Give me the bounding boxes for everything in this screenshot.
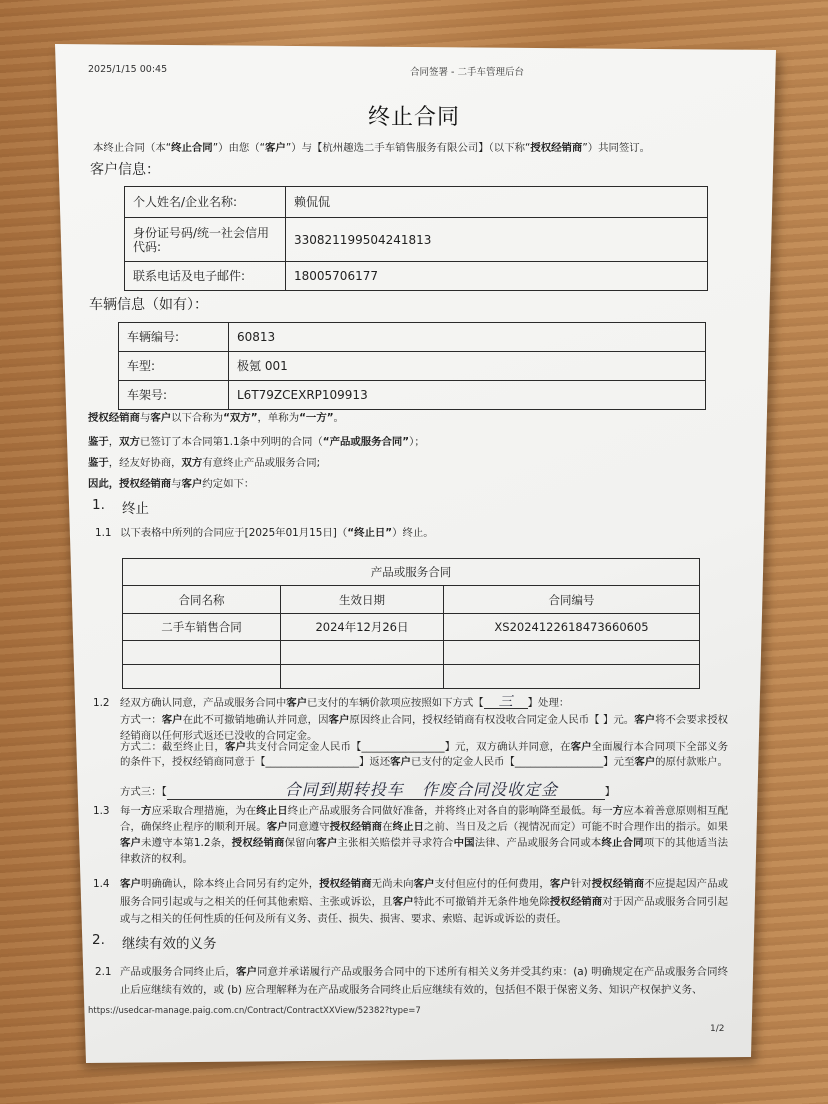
clause-2-1-text — [120, 963, 728, 999]
text-run: 本终止合同（本“ — [93, 142, 172, 154]
text-run: 将不会要求授权经销商以任何形式返还已没收的合同定金。 — [120, 714, 729, 742]
text-run: ，单称为 — [257, 412, 300, 424]
cell-contract-name: 二手车销售合同 — [123, 614, 281, 641]
bold-term: 双方 — [181, 457, 203, 469]
text-run: 的原付款账户。 — [655, 755, 728, 768]
print-datetime: 2025/1/15 00:45 — [88, 64, 168, 75]
text-run: ，经友好协商， — [108, 457, 182, 469]
bold-term: 方 — [140, 805, 152, 817]
field-value: 330821199504241813 — [286, 218, 708, 262]
text-run: 无尚未向 — [371, 878, 414, 890]
text-run: 以下合称为 — [171, 412, 224, 424]
whereas-1-paragraph — [88, 434, 425, 450]
field-label: 车型: — [119, 352, 229, 381]
table-row — [123, 614, 700, 641]
text-run: 共支付合同定金人民币【________________】元，双方确认并同意，在 — [245, 741, 571, 753]
contracts-table — [122, 558, 700, 689]
cell-contract-number — [444, 665, 700, 689]
bold-term: 客户 — [181, 478, 203, 490]
bold-term: 客户 — [120, 878, 141, 890]
text-run: 对于因产品或服务合同引起或与之相关的任何性质的任何及所有义务、责任、损失、损害、要求、索赔、起诉或诉讼的责任。 — [120, 895, 728, 925]
bold-term: 客户 — [634, 714, 656, 726]
bold-term: 授权经销商 — [88, 412, 140, 424]
text-run: 主张相关赔偿并寻求符合 — [337, 837, 454, 849]
table-row — [119, 323, 706, 352]
cell-contract-number — [444, 641, 700, 665]
text-run: 未遵守本第1.2条， — [141, 837, 232, 849]
text-run: 支付但应付的任何费用， — [434, 878, 550, 890]
handwritten-entry: 合同到期转投车 作废合同没收定金 — [167, 781, 605, 800]
bold-term: 中国 — [453, 837, 475, 849]
text-run: ， — [108, 436, 120, 448]
bold-term: 鉴于 — [88, 457, 109, 469]
intro-paragraph — [93, 140, 650, 156]
method-3-text — [120, 781, 615, 801]
bold-term: 客户 — [150, 412, 172, 424]
text-run: ”）由您（“ — [212, 142, 266, 154]
clause-2-1-number: 2.1 — [95, 966, 112, 978]
text-run: 在 — [382, 821, 393, 833]
bold-term: 因此，授权经销商 — [88, 478, 172, 490]
column-header-contract-name: 合同名称 — [123, 586, 281, 614]
text-run: 明确确认，除本终止合同另有约定外， — [140, 878, 320, 890]
text-run: 与 — [171, 478, 182, 490]
section-1-title: 终止 — [122, 501, 149, 517]
whereas-2-paragraph — [88, 455, 320, 471]
bold-term: 授权经销商 — [549, 895, 603, 908]
cell-contract-number: XS2024122618473660605 — [444, 614, 700, 641]
bold-term: 客户 — [161, 714, 183, 726]
text-run: 原因终止合同，授权经销商有权没收合同定金人民币【 】元。 — [349, 714, 635, 726]
field-value: 极氪 001 — [229, 352, 706, 381]
cell-contract-name — [123, 641, 281, 665]
text-run: 特此不可撤销并无条件地免除 — [413, 895, 550, 908]
text-run: ）终止。 — [392, 527, 434, 539]
field-value: L6T79ZCEXRP109913 — [229, 381, 706, 410]
clause-1-3-text — [120, 803, 728, 867]
bold-term: 终止合同 — [171, 142, 213, 154]
print-page-title: 合同签署 - 二手车管理后台 — [410, 67, 524, 78]
bold-term: 客户 — [392, 895, 414, 908]
cell-contract-name — [123, 665, 281, 689]
text-run: 针对 — [570, 878, 592, 890]
bold-term: 客户 — [390, 755, 411, 768]
clause-1-2-number: 1.2 — [93, 697, 110, 709]
bold-term: “一方” — [299, 412, 334, 424]
bold-term: 授权经销商 — [319, 878, 372, 890]
text-run: 法律、产品或服务合同或本 — [474, 837, 602, 849]
bold-term: 方 — [612, 805, 624, 817]
cell-effective-date: 2024年12月26日 — [281, 614, 444, 641]
text-run: ”）与【杭州趣选二手车销售服务有限公司】（以下称“ — [285, 142, 531, 154]
handwritten-entry: 三 — [484, 696, 528, 709]
text-run: 同意遵守 — [287, 821, 330, 833]
cell-effective-date — [281, 641, 444, 665]
customer-info-heading: 客户信息： — [90, 162, 160, 178]
section-2-title: 继续有效的义务 — [122, 936, 217, 952]
table-row — [123, 641, 700, 665]
text-run: 项下的其他适当法律救济的权利。 — [120, 837, 729, 865]
bold-term: 客户 — [235, 966, 258, 978]
bold-term: 客户 — [120, 837, 142, 849]
text-run: 】 — [604, 786, 616, 798]
text-run: 。 — [333, 412, 344, 424]
field-value: 赖侃侃 — [286, 187, 708, 218]
text-run: 同意并承诺履行产品或服务合同中的下述所有相关义务并受其约束：(a) 明确规定在产品或服务合同终止后应继续有效的，或 (b) 应合理解释为在产品或服务合同终止后应继续有效的，包括但不限于保密义务、知识产权保护义务、 — [120, 966, 729, 996]
table-row — [123, 665, 700, 689]
text-run: 之前、当日及之后（视情况而定）可能不时合理作出的指示。如果 — [424, 821, 728, 833]
text-run: 全面履行本合同项下全部义务的条件下，授权经销商同意于【__________________】返还 — [120, 741, 729, 768]
bold-term: 授权经销商 — [591, 878, 645, 890]
table-row — [125, 187, 708, 218]
vehicle-info-heading: 车辆信息（如有）： — [89, 297, 208, 313]
customer-info-table — [124, 186, 708, 291]
text-run: 已签订了本合同第1.1条中列明的合同（ — [139, 436, 323, 448]
table-row — [125, 218, 708, 262]
text-run: 方式一： — [120, 714, 162, 726]
text-run: 保留向 — [284, 837, 317, 849]
clause-1-1-text — [120, 525, 434, 541]
field-label: 联系电话及电子邮件: — [125, 262, 286, 291]
bold-term: “双方” — [223, 412, 258, 424]
table-caption-row — [123, 559, 700, 586]
table-row — [125, 262, 708, 291]
bold-term: 客户 — [265, 142, 286, 154]
bold-term: 客户 — [634, 755, 656, 768]
table-row — [119, 352, 706, 381]
text-run: 有意终止产品或服务合同; — [202, 457, 321, 469]
text-run: 与 — [139, 412, 151, 424]
bold-term: 授权经销商 — [231, 837, 285, 849]
bold-term: 客户 — [549, 878, 571, 890]
bold-term: 客户 — [266, 821, 288, 833]
bold-term: 授权经销商 — [530, 142, 583, 154]
field-label: 个人姓名/企业名称: — [125, 187, 286, 218]
bold-term: 客户 — [286, 697, 308, 709]
text-run: 应采取合理措施，为在 — [151, 805, 257, 817]
field-label: 身份证号码/统一社会信用代码: — [125, 218, 286, 262]
field-label: 车架号: — [119, 381, 229, 410]
text-run: 约定如下： — [202, 478, 255, 490]
clause-1-4-text — [120, 876, 728, 929]
text-run: 已支付的车辆价款项应按照如下方式【 — [307, 697, 484, 709]
field-value: 60813 — [229, 323, 706, 352]
text-run: 】处理： — [527, 697, 570, 709]
page-number: 1/2 — [710, 1024, 725, 1034]
section-2-number: 2. — [92, 932, 105, 948]
therefore-paragraph — [88, 476, 254, 492]
bold-term: 鉴于 — [88, 436, 109, 448]
text-run: ”）共同签订。 — [582, 142, 651, 154]
clause-1-1-number: 1.1 — [95, 527, 112, 539]
clause-1-2-text — [120, 695, 569, 711]
column-header-effective-date: 生效日期 — [281, 586, 444, 614]
column-header-contract-number: 合同编号 — [444, 586, 700, 614]
text-run: 在此不可撤销地确认并同意，因 — [182, 714, 329, 726]
text-run: 产品或服务合同终止后， — [120, 966, 236, 978]
bold-term: “产品或服务合同” — [322, 436, 410, 448]
section-1-number: 1. — [92, 497, 105, 513]
document-title: 终止合同 — [367, 105, 460, 130]
text-run: 方式三：【 — [120, 786, 167, 798]
bold-term: 客户 — [316, 837, 338, 849]
bold-term: 双方 — [119, 436, 140, 448]
clause-1-3-number: 1.3 — [93, 805, 110, 817]
text-run: 经双方确认同意，产品或服务合同中 — [120, 697, 287, 709]
text-run: ）； — [409, 436, 425, 448]
text-run: 不应提起因产品或服务合同引起或与之相关的任何其他索赔、主张或诉讼，且 — [120, 878, 728, 908]
text-run: 每一 — [120, 805, 141, 817]
bold-term: 终止日 — [392, 821, 425, 833]
bold-term: 客户 — [570, 741, 592, 753]
bold-term: 授权经销商 — [329, 821, 383, 833]
footer-url: https://usedcar-manage.paig.com.cn/Contract/ContractXXView/52382?type=7 — [88, 1006, 421, 1016]
bold-term: 终止合同 — [601, 837, 644, 849]
table-header-row — [123, 586, 700, 614]
bold-term: 客户 — [224, 741, 246, 753]
parties-paragraph — [88, 410, 344, 426]
bold-term: 客户 — [328, 714, 350, 726]
text-run: 方式二：截至终止日， — [120, 741, 225, 753]
table-caption: 产品或服务合同 — [123, 559, 700, 586]
text-run: 已支付的定金人民币【_________________】元至 — [410, 755, 635, 768]
table-row — [119, 381, 706, 410]
bold-term: “终止日” — [347, 527, 393, 539]
text-run: 应本着善意原则相互配合，确保终止程序的顺利开展。 — [120, 805, 728, 833]
clause-1-4-number: 1.4 — [93, 878, 110, 890]
bold-term: 客户 — [413, 878, 435, 890]
field-value: 18005706177 — [286, 262, 708, 291]
text-run: 以下表格中所列的合同应于[2025年01月15日]（ — [120, 527, 348, 539]
method-2-text — [120, 740, 728, 769]
cell-effective-date — [281, 665, 444, 689]
bold-term: 终止日 — [256, 805, 288, 817]
vehicle-info-table — [118, 322, 706, 410]
field-label: 车辆编号: — [119, 323, 229, 352]
text-run: 终止产品或服务合同做好准备，并将终止对各自的影响降至最低。每一 — [287, 805, 613, 817]
